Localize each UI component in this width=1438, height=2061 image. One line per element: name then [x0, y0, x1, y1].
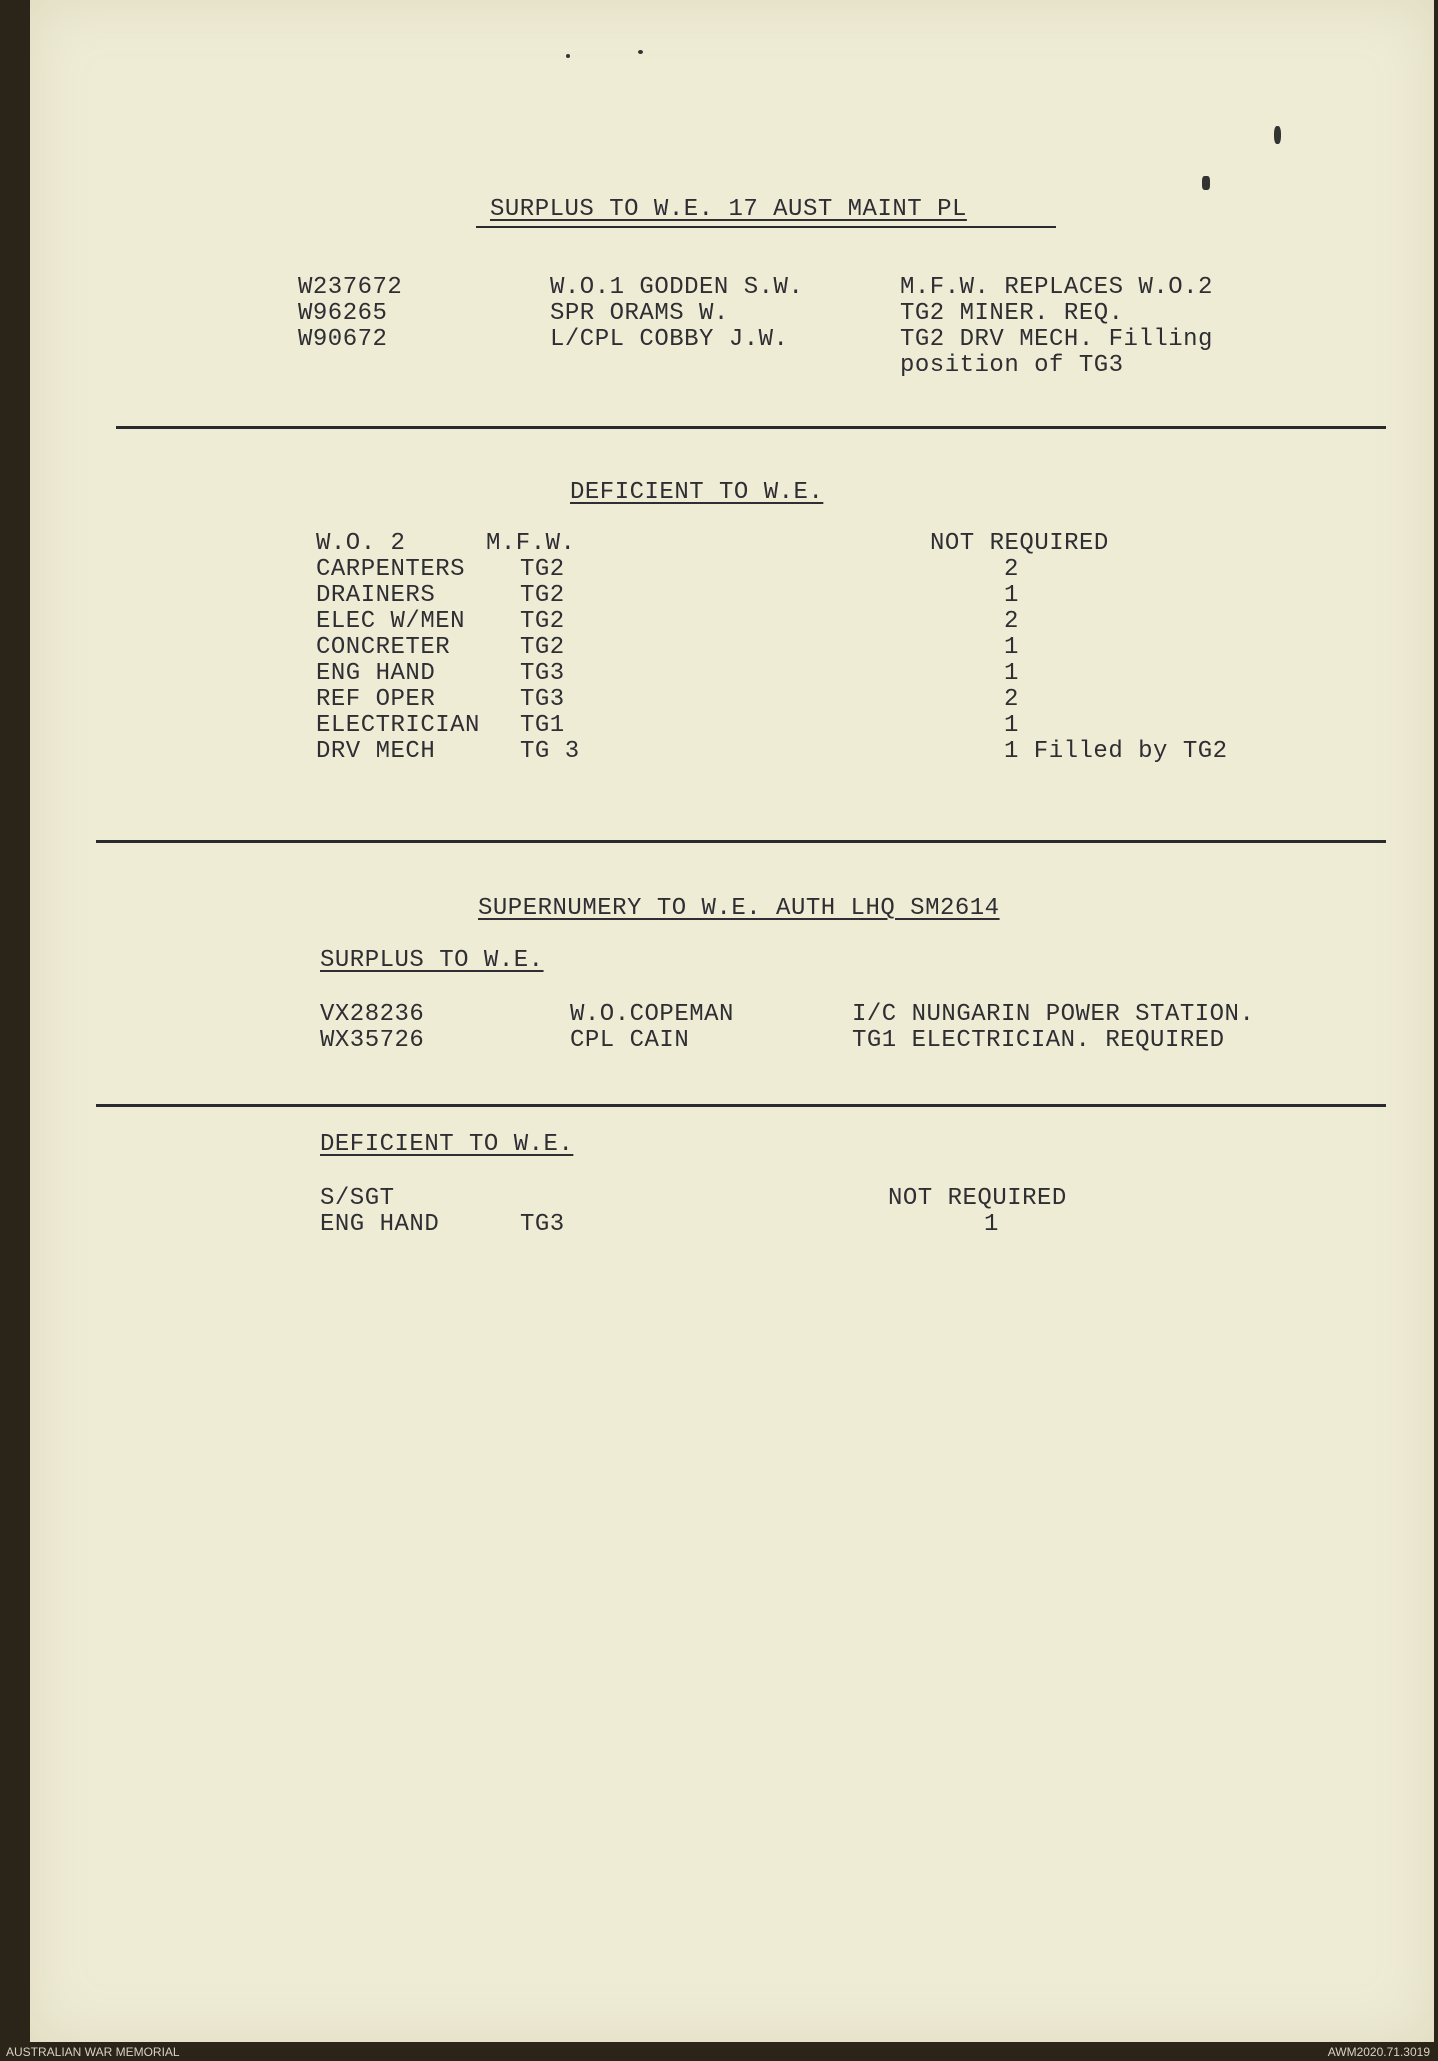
trade-group: TG1: [520, 712, 565, 739]
table-header-group: M.F.W.: [486, 530, 576, 557]
position-note-continued: position of TG3: [900, 352, 1124, 379]
member-name: CPL CAIN: [570, 1027, 690, 1054]
member-name: L/CPL COBBY J.W.: [550, 326, 789, 353]
trade: CARPENTERS: [316, 556, 466, 583]
section-title-supernumery: SUPERNUMERY TO W.E. AUTH LHQ SM2614: [478, 895, 1000, 922]
section-divider: [116, 426, 1386, 429]
section-title-deficient: DEFICIENT TO W.E.: [570, 479, 824, 506]
position-note: TG2 MINER. REQ.: [900, 300, 1124, 327]
ink-speck: [638, 50, 643, 54]
trade: DRV MECH: [316, 738, 436, 765]
required-count: 1: [1004, 634, 1019, 661]
title-underline: [476, 226, 1056, 228]
section-divider: [96, 840, 1386, 843]
trade: ENG HAND: [320, 1211, 440, 1238]
section-title-deficient-2: DEFICIENT TO W.E.: [320, 1131, 574, 1158]
table-header-trade: S/SGT: [320, 1185, 395, 1212]
table-header-required: NOT REQUIRED: [930, 530, 1109, 557]
document-page: [30, 0, 1434, 2042]
required-count: 2: [1004, 556, 1019, 583]
trade-group: TG2: [520, 556, 565, 583]
required-count: 1: [1004, 660, 1019, 687]
required-count: 1: [1004, 582, 1019, 609]
trade-group: TG2: [520, 582, 565, 609]
member-name: W.O.COPEMAN: [570, 1001, 734, 1028]
required-count: 1: [1004, 712, 1019, 739]
trade-group: TG3: [520, 660, 565, 687]
trade-group: TG3: [520, 1211, 565, 1238]
member-name: SPR ORAMS W.: [550, 300, 729, 327]
trade-group: TG2: [520, 634, 565, 661]
trade: DRAINERS: [316, 582, 436, 609]
table-header-required: NOT REQUIRED: [888, 1185, 1067, 1212]
footer-institution: AUSTRALIAN WAR MEMORIAL: [6, 2045, 180, 2059]
required-count: 2: [1004, 608, 1019, 635]
trade-group: TG2: [520, 608, 565, 635]
required-count: 1 Filled by TG2: [1004, 738, 1228, 765]
ink-speck: [566, 54, 570, 58]
member-name: W.O.1 GODDEN S.W.: [550, 274, 804, 301]
service-number: W237672: [298, 274, 403, 301]
trade-group: TG 3: [520, 738, 580, 765]
service-number: VX28236: [320, 1001, 425, 1028]
trade: CONCRETER: [316, 634, 451, 661]
ink-speck: [1274, 126, 1281, 144]
subsection-title-surplus: SURPLUS TO W.E.: [320, 947, 544, 974]
position-note: M.F.W. REPLACES W.O.2: [900, 274, 1213, 301]
position-note: TG1 ELECTRICIAN. REQUIRED: [852, 1027, 1225, 1054]
trade: ELECTRICIAN: [316, 712, 480, 739]
footer-accession-number: AWM2020.71.3019: [1327, 2045, 1430, 2059]
required-count: 1: [984, 1211, 999, 1238]
ink-speck: [1202, 176, 1210, 190]
trade: ELEC W/MEN: [316, 608, 466, 635]
service-number: WX35726: [320, 1027, 425, 1054]
required-count: 2: [1004, 686, 1019, 713]
trade: ENG HAND: [316, 660, 436, 687]
service-number: W90672: [298, 326, 388, 353]
section-divider: [96, 1104, 1386, 1107]
position-note: TG2 DRV MECH. Filling: [900, 326, 1213, 353]
trade-group: TG3: [520, 686, 565, 713]
trade: REF OPER: [316, 686, 436, 713]
table-header-trade: W.O. 2: [316, 530, 406, 557]
position-note: I/C NUNGARIN POWER STATION.: [852, 1001, 1255, 1028]
service-number: W96265: [298, 300, 388, 327]
section-title-surplus-17-aust: SURPLUS TO W.E. 17 AUST MAINT PL: [490, 196, 967, 223]
